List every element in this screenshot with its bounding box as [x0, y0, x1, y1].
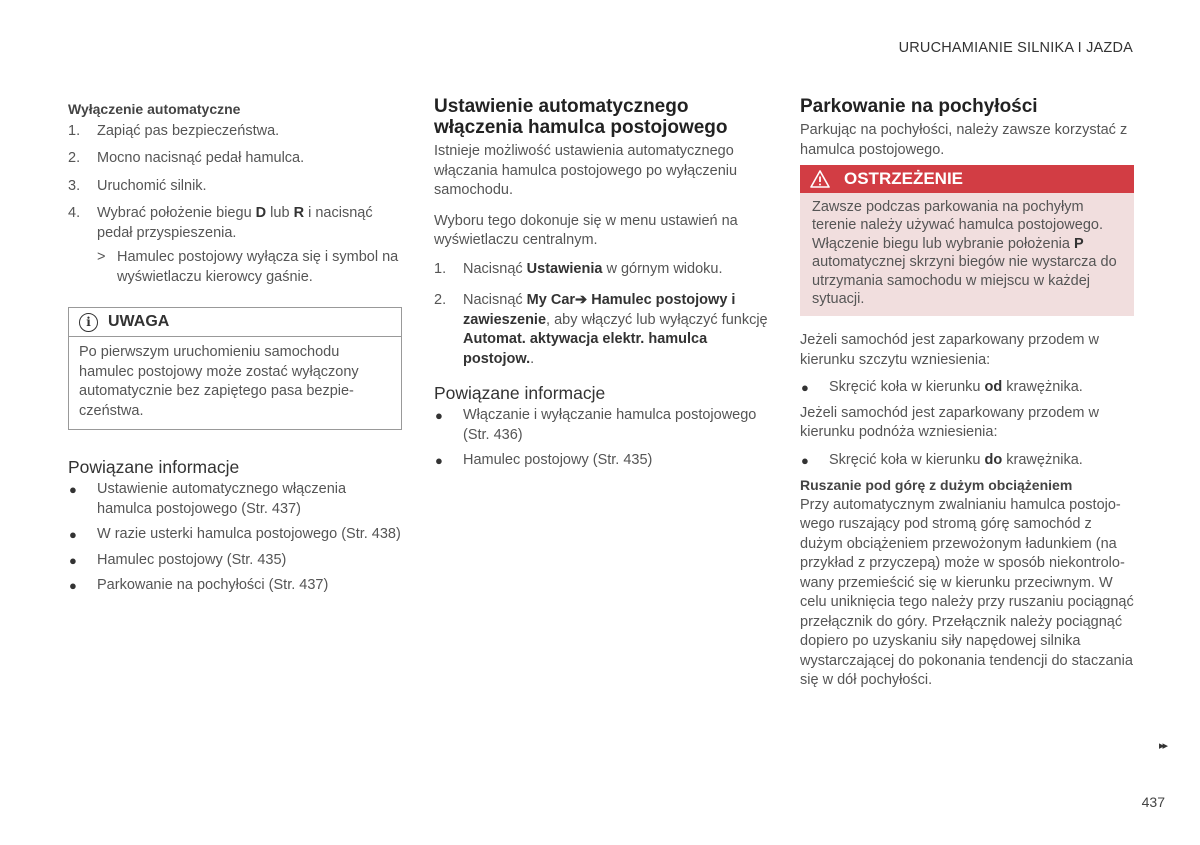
related-link[interactable]: ● Hamulec postojowy (Str. 435)	[435, 452, 653, 468]
step-text: Wybrać położenie biegu D lub R i nacisnąć pedał przyspieszenia.	[97, 205, 373, 241]
page-number: 437	[1141, 794, 1165, 810]
step-text: Mocno nacisnąć pedał hamulca.	[97, 150, 305, 166]
column-2	[434, 96, 768, 477]
gear-d: D	[255, 205, 267, 221]
intro-text: Parkując na pochyłości, należy zawsze korzystać z hamulca postojowego.	[800, 122, 1128, 158]
note-header	[69, 308, 401, 337]
list-item: ● Skręcić koła w kierunku od krawężnika.	[801, 379, 1083, 396]
step-number: 3.	[68, 177, 81, 194]
result-marker: >	[97, 249, 106, 265]
list-item	[68, 122, 402, 142]
bullet-list	[800, 451, 1134, 471]
note-box	[68, 307, 402, 430]
related-link[interactable]: ● Włączanie i wyłączanie hamulca postojowego (Str. 436)	[435, 407, 757, 443]
warning-box	[800, 165, 1134, 316]
list-item	[68, 177, 402, 197]
warning-body: Zawsze podczas parkowania na pochyłym terenie należy używać hamulca postojowego. Włączenie biegu lub wybranie położenia P automatycznej skrzyni biegów nie wystarcza do utrzymania samochodu w miejscu w każdej sytuacji.	[800, 193, 1134, 316]
related-heading: Powiązane informacje	[68, 457, 240, 477]
related-link[interactable]: ● Hamulec postojowy (Str. 435)	[69, 551, 287, 568]
intro-text: Istnieje możliwość ustawienia automatycznego włączania hamulca postojowego po wyłączeniu samochodu.	[434, 143, 738, 198]
related-link[interactable]: ● Parkowanie na pochyłości (Str. 437)	[69, 577, 329, 593]
menu-my-car: My Car	[526, 292, 576, 308]
note-body: Po pierwszym uruchomieniu samochodu hamulec postojowy może zostać wyłączony automatycznie bez zapiętego pasa bezpieczeństwa.	[79, 344, 359, 419]
step-number: 4.	[68, 205, 81, 221]
warning-header	[800, 165, 1134, 193]
note-title: UWAGA	[108, 313, 170, 331]
info-icon: i	[79, 313, 98, 332]
step-result	[97, 248, 402, 287]
step-number: 1.	[68, 122, 81, 139]
arrow-right-icon: ➔	[575, 292, 588, 308]
warning-title: OSTRZEŻENIE	[844, 169, 964, 189]
section-title: Parkowanie na pochyłości	[800, 96, 1038, 117]
section-subheading: Ruszanie pod górę z dużym obciążeniem	[800, 477, 1073, 494]
steps-list	[434, 260, 768, 370]
menu-parking-brake: Hamulec postojowy i zawieszenie	[463, 292, 736, 328]
warning-triangle-icon	[810, 170, 830, 188]
related-heading: Powiązane informacje	[434, 383, 606, 403]
list-item: 1. Nacisnąć Ustawienia w górnym widoku.	[434, 260, 723, 277]
running-header: URUCHAMIANIE SILNIKA I JAZDA	[898, 40, 1133, 56]
section-title: Ustawienie automatycznego włączenia hamulca postojowego	[434, 96, 728, 138]
result-text: Hamulec postojowy wyłącza się i symbol na wyświetlaczu kierowcy gaśnie.	[117, 249, 399, 285]
bullet-list	[800, 378, 1134, 398]
gear-r: R	[293, 205, 305, 221]
step-number: 2.	[68, 150, 81, 166]
list-item	[68, 204, 402, 287]
column-1	[68, 96, 402, 602]
related-link[interactable]: ● W razie usterki hamulca postojowego (Str. 438)	[69, 526, 401, 542]
list-item: ● Skręcić koła w kierunku do krawężnika.	[801, 451, 1083, 468]
section-subheading: Wyłączenie automatyczne	[68, 101, 241, 117]
related-link[interactable]: ● Ustawienie automatycznego włączenia hamulca postojowego (Str. 437)	[69, 481, 347, 517]
step-text: Zapiąć pas bezpieczeństwa.	[97, 122, 280, 139]
paragraph: Przy automatycznym zwalnianiu hamulca postojowego ruszający pod stromą górę samochód z dużym obciążeniem przewożonym ładunkiem (na przykład z przyczepą) może w sposób niekontrolowany przemieścić się w kierunku przeciwnym. W celu uniknięcia tego należy przy ruszaniu pociągnąć przełącznik do góry. Przełącznik należy pociągnąć dopiero po uzyskaniu siły napędowej silnika wystarczającej do pokonania tendencji do staczania się w dół pochyłości.	[800, 496, 1134, 689]
paragraph: Wyboru tego dokonuje się w menu ustawień na wyświetlaczu centralnym.	[434, 212, 738, 248]
menu-settings: Ustawienia	[526, 260, 603, 277]
list-item	[68, 149, 402, 169]
step-text: Uruchomić silnik.	[97, 177, 207, 194]
continue-arrow-icon: ▸▸	[1158, 740, 1166, 752]
list-item: 2. Nacisnąć My Car➔ Hamulec postojowy i zawieszenie, aby włączyć lub wyłączyć funkcję Automat. aktywacja elektr. hamulca postojow..	[434, 292, 768, 367]
gear-p: P	[1073, 235, 1084, 252]
related-list	[68, 480, 402, 596]
paragraph: Jeżeli samochód jest zaparkowany przodem w kierunku podnóża wzniesienia:	[800, 404, 1099, 441]
menu-auto-activation: Automat. aktywacja elektr. hamulca postojow.	[463, 331, 708, 367]
paragraph: Jeżeli samochód jest zaparkowany przodem w kierunku szczytu wzniesienia:	[800, 332, 1099, 368]
related-list	[434, 406, 768, 471]
steps-list	[68, 122, 402, 288]
column-3	[800, 96, 1134, 691]
